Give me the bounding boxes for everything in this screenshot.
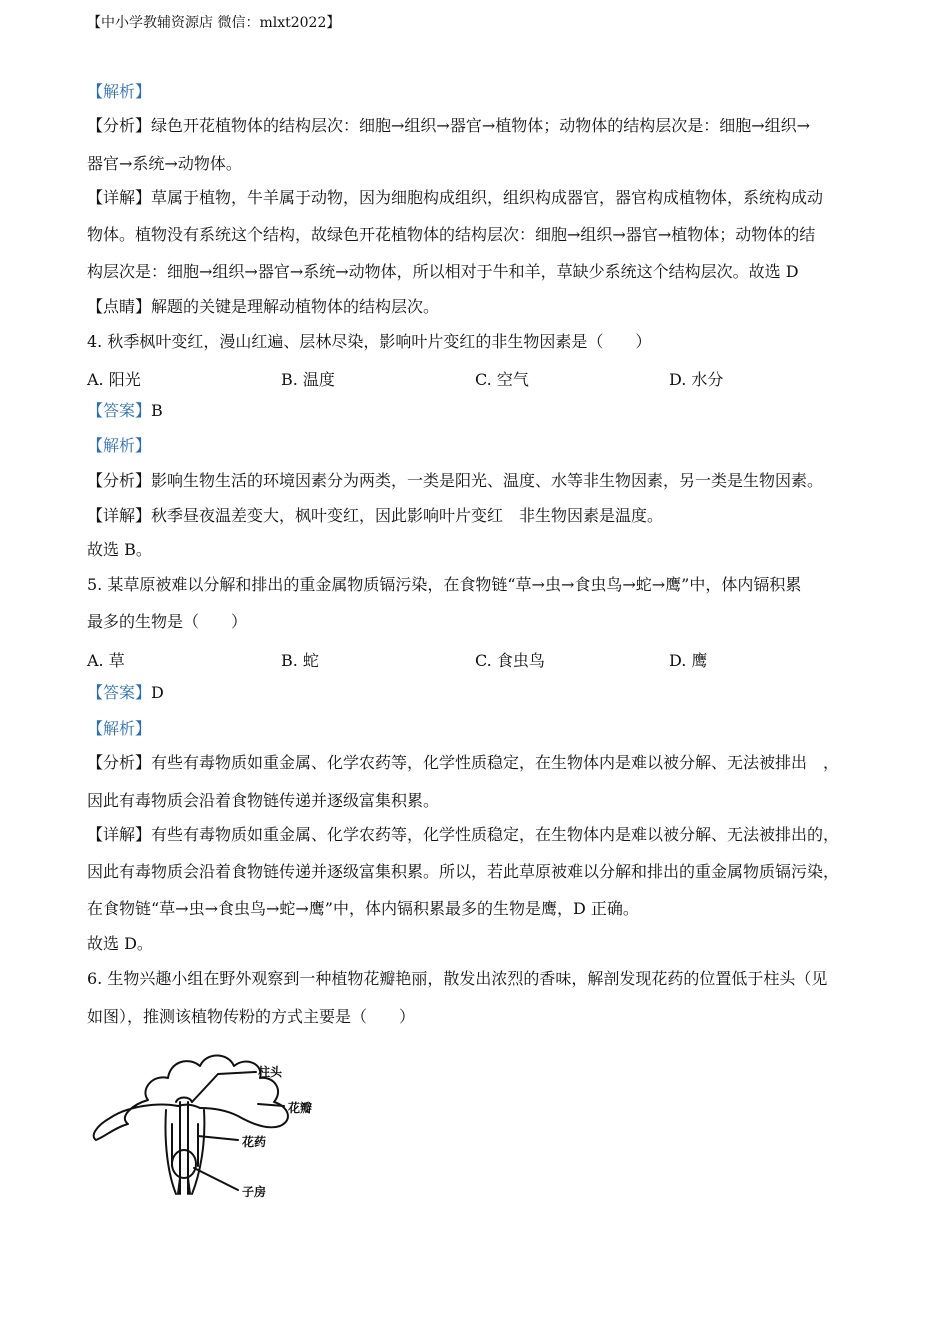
leader-stigma xyxy=(192,1072,256,1102)
q3-jiexi-heading xyxy=(87,82,870,102)
q3-xiangjie-line3: 构层次是：细胞→组织→器官→系统→动物体，所以相对于牛和羊，草缺少系统这个结构层次。故选 D xyxy=(87,262,799,281)
q4-xiangjie xyxy=(87,506,870,526)
q6-question-line2: 如图），推测该植物传粉的方式主要是（ ） xyxy=(87,1007,416,1026)
q5-answer xyxy=(87,683,870,703)
answer-value: B xyxy=(151,401,163,420)
q3-fenxi-line2: 器官→系统→动物体。 xyxy=(87,154,242,173)
q5-jiexi-heading xyxy=(87,719,870,739)
fenxi-tag: 【分析】 xyxy=(87,471,152,490)
label-petal: 花瓣 xyxy=(288,1101,313,1115)
fenxi-text: 影响生物生活的环境因素分为两类，一类是阳光、温度、水等非生物因素，另一类是生物因素。 xyxy=(151,471,824,490)
q4-answer xyxy=(87,401,870,421)
flower-diagram xyxy=(88,1044,328,1204)
q6-question-line1: 6. 生物兴趣小组在野外观察到一种植物花瓣艳丽，散发出浓烈的香味，解剖发现花药的位置低于柱头（见 xyxy=(87,969,828,988)
q5-option-a: A. 草 xyxy=(87,651,125,670)
q3-fenxi-line1 xyxy=(87,116,870,136)
tube-left xyxy=(165,1110,176,1194)
q4-jiexi-heading xyxy=(87,436,870,456)
q5-xiangjie-line2: 因此有毒物质会沿着食物链传递并逐级富集积累。所以，若此草原被难以分解和排出的重金属物质镉污染， xyxy=(87,862,840,881)
stigma xyxy=(176,1098,192,1103)
fenxi-text: 有些有毒物质如重金属、化学农药等，化学性质稳定，在生物体内是难以被分解、无法被排出 ， xyxy=(151,753,840,772)
answer-value: D xyxy=(151,683,164,702)
ovary xyxy=(172,1150,196,1178)
xiangjie-text: 草属于植物，牛羊属于动物，因为细胞构成组织，组织构成器官，器官构成植物体，系统构成动 xyxy=(151,188,824,207)
q5-option-d: D. 鹰 xyxy=(669,651,708,670)
q4-option-a: A. 阳光 xyxy=(87,370,141,389)
label-ovary: 子房 xyxy=(242,1185,267,1199)
q3-dianjing xyxy=(87,297,870,317)
q5-conclusion: 故选 D。 xyxy=(87,934,153,953)
q3-xiangjie-line1 xyxy=(87,188,870,208)
fenxi-text: 绿色开花植物体的结构层次：细胞→组织→器官→植物体；动物体的结构层次是：细胞→组织→ xyxy=(151,116,811,135)
q4-fenxi xyxy=(87,471,870,491)
q4-conclusion: 故选 B。 xyxy=(87,540,152,559)
fenxi-tag: 【分析】 xyxy=(87,116,152,135)
label-stigma: 柱头 xyxy=(258,1065,283,1079)
answer-tag: 【答案】 xyxy=(87,683,152,702)
q5-question-line2: 最多的生物是（ ） xyxy=(87,612,248,631)
q5-xiangjie-line1 xyxy=(87,825,870,845)
xiangjie-text: 有些有毒物质如重金属、化学农药等，化学性质稳定，在生物体内是难以被分解、无法被排出的， xyxy=(151,825,840,844)
xiangjie-tag: 【详解】 xyxy=(87,506,152,525)
xiangjie-text: 秋季昼夜温差变大，枫叶变红，因此影响叶片变红 非生物因素是温度。 xyxy=(151,506,664,525)
q5-question-line1: 5. 某草原被难以分解和排出的重金属物质镉污染，在食物链“草→虫→食虫鸟→蛇→鹰”中，体内镉积累 xyxy=(87,575,802,594)
q5-fenxi-line1 xyxy=(87,753,870,773)
fenxi-tag: 【分析】 xyxy=(87,753,152,772)
q4-option-c: C. 空气 xyxy=(475,370,529,389)
q4-question: 4. 秋季枫叶变红，漫山红遍、层林尽染，影响叶片变红的非生物因素是（ ） xyxy=(87,332,652,351)
label-anther: 花药 xyxy=(242,1135,267,1149)
q4-option-b: B. 温度 xyxy=(281,370,335,389)
dianjing-tag: 【点睛】 xyxy=(87,297,152,316)
q5-fenxi-line2: 因此有毒物质会沿着食物链传递并逐级富集积累。 xyxy=(87,791,440,810)
q3-xiangjie-line2: 物体。植物没有系统这个结构，故绿色开花植物体的结构层次：细胞→组织→器官→植物体；动物体的结 xyxy=(87,225,816,244)
xiangjie-tag: 【详解】 xyxy=(87,188,152,207)
answer-tag: 【答案】 xyxy=(87,401,152,420)
jiexi-tag: 【解析】 xyxy=(87,719,152,738)
q4-option-d: D. 水分 xyxy=(669,370,724,389)
q5-xiangjie-line3: 在食物链“草→虫→食虫鸟→蛇→鹰”中，体内镉积累最多的生物是鹰，D 正确。 xyxy=(87,899,639,918)
xiangjie-tag: 【详解】 xyxy=(87,825,152,844)
dianjing-text: 解题的关键是理解动植物体的结构层次。 xyxy=(151,297,440,316)
watermark-header: 【中小学教辅资源店 微信：mlxt2022】 xyxy=(87,15,341,31)
leader-ovary xyxy=(194,1168,238,1190)
jiexi-tag: 【解析】 xyxy=(87,82,152,101)
q5-option-b: B. 蛇 xyxy=(281,651,319,670)
jiexi-tag: 【解析】 xyxy=(87,436,152,455)
q5-option-c: C. 食虫鸟 xyxy=(475,651,545,670)
